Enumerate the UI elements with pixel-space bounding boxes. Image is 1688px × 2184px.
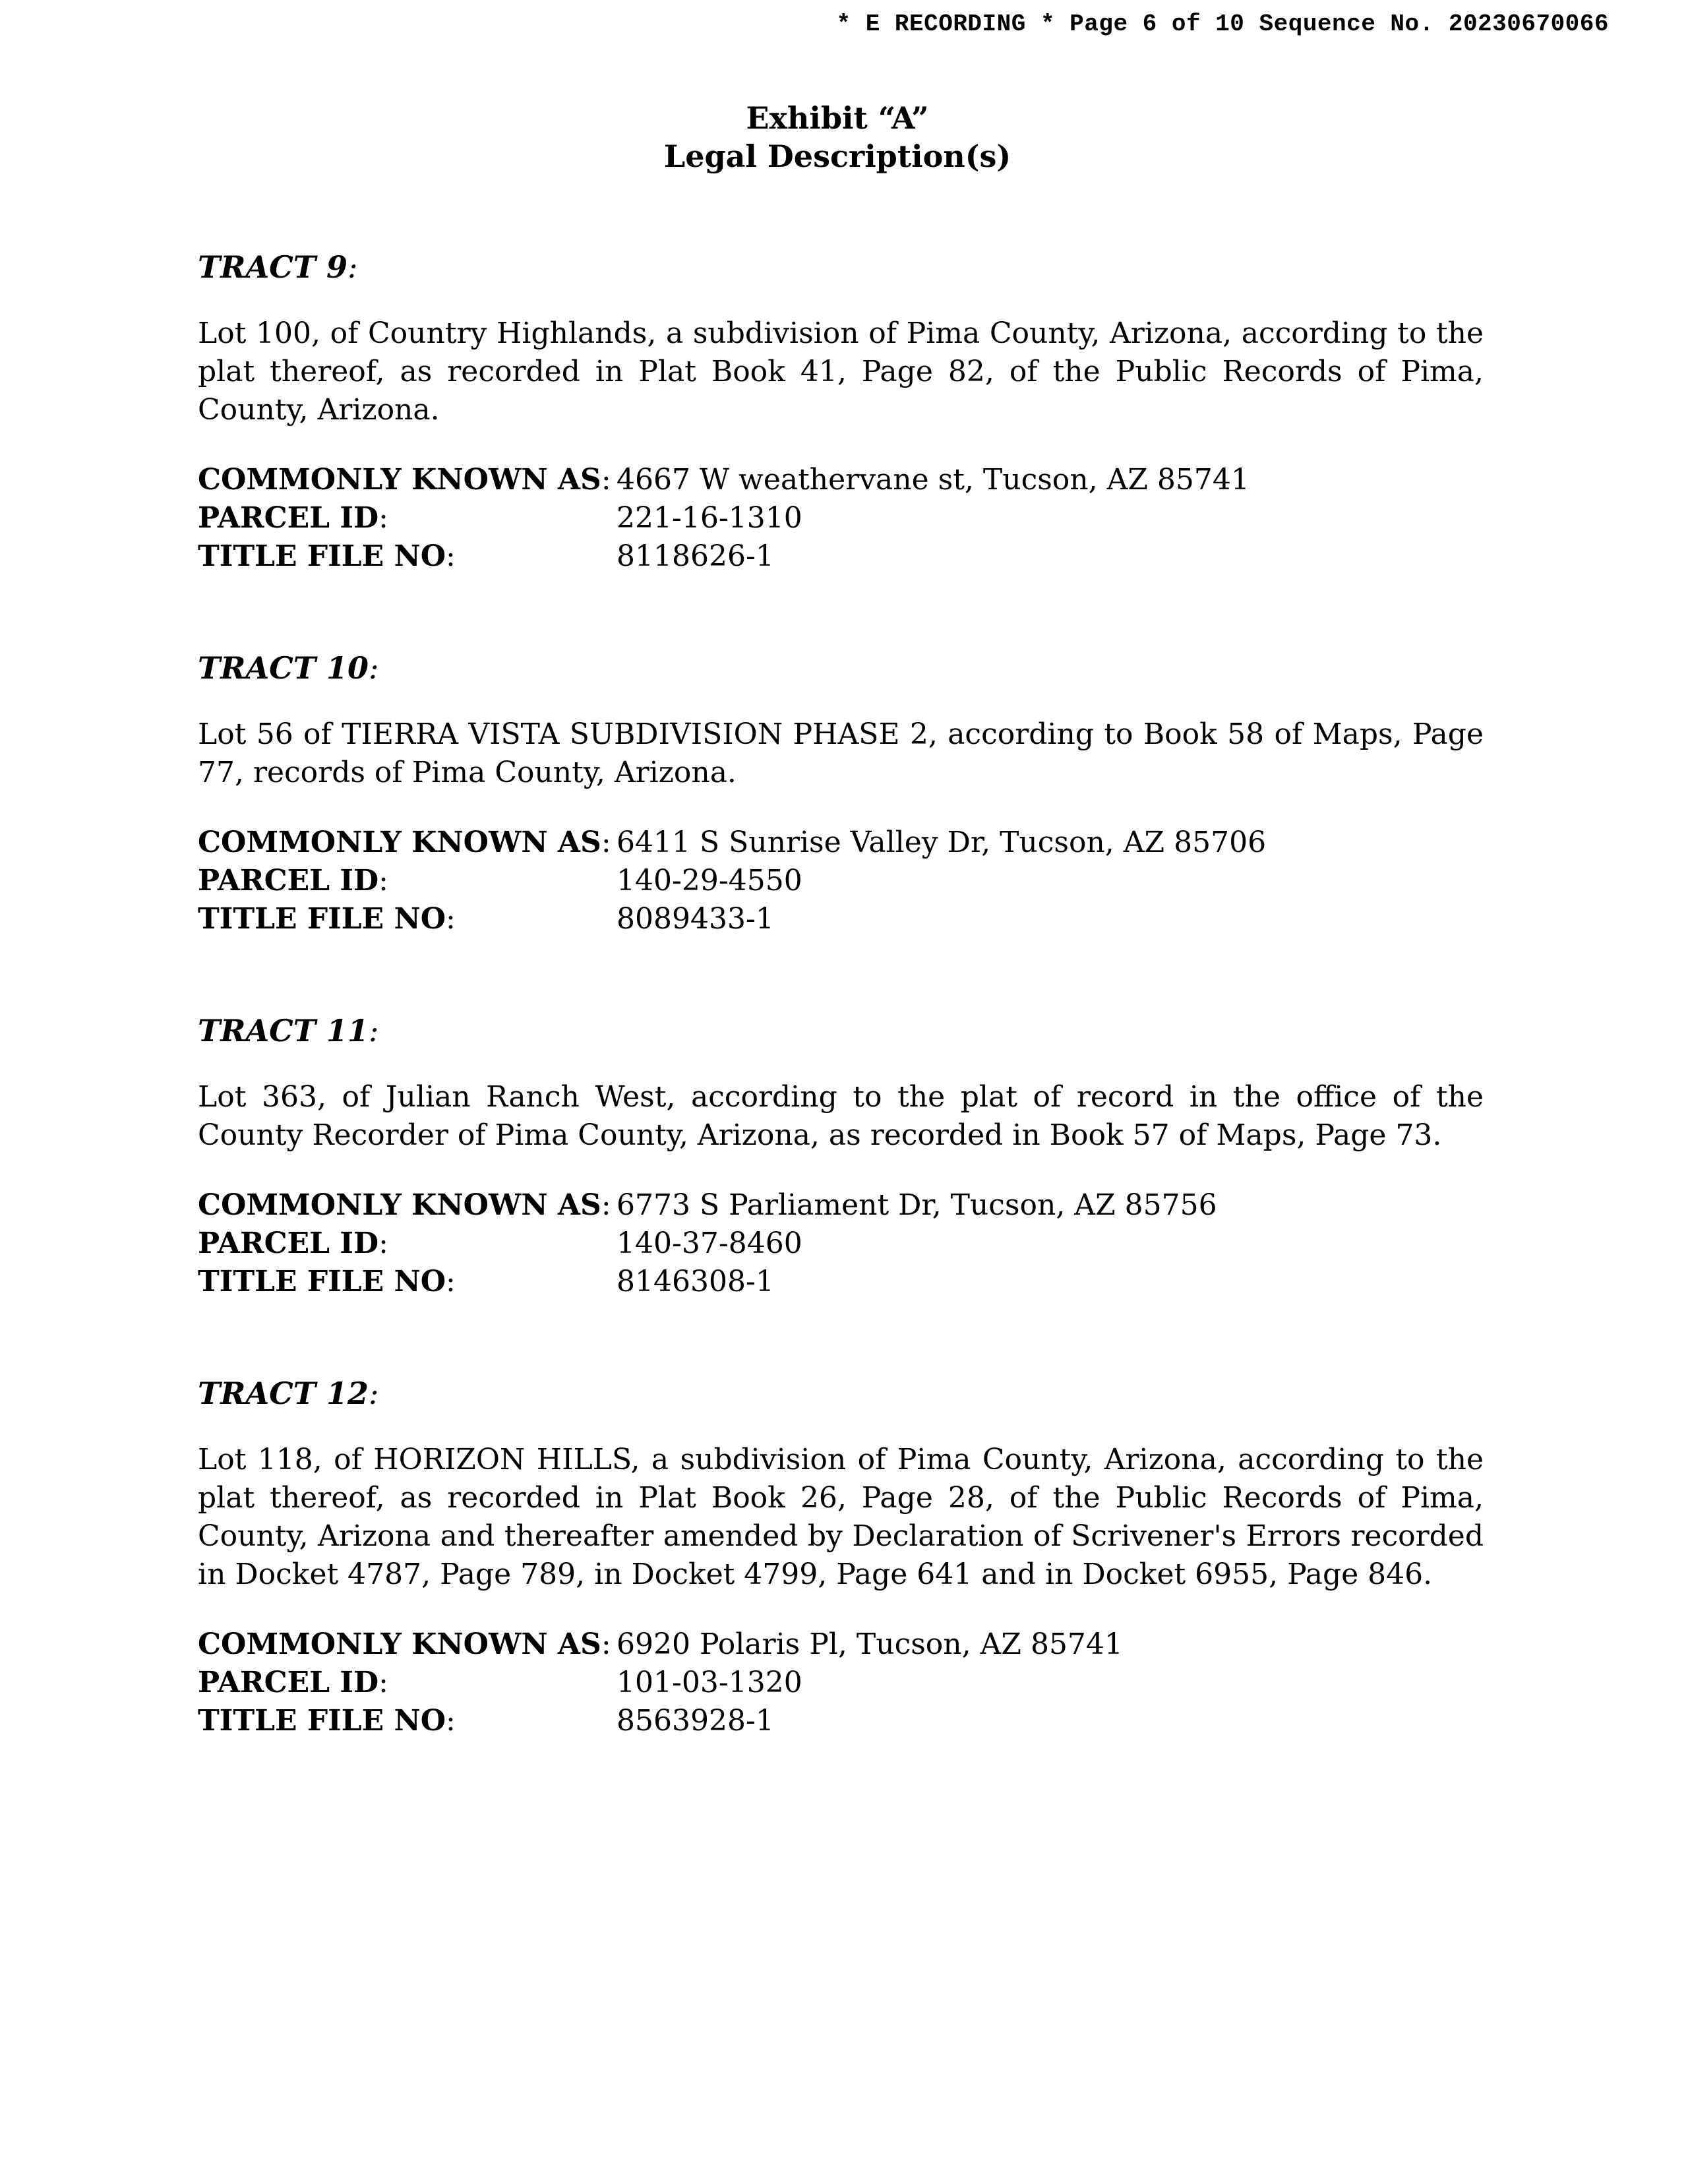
title-file-label: TITLE FILE NO: [198, 1704, 446, 1738]
commonly-known-as-value: 6773 S Parliament Dr, Tucson, AZ 85756: [617, 1188, 1217, 1222]
commonly-known-as-label: COMMONLY KNOWN AS: [198, 1627, 601, 1661]
tract-section: [198, 1374, 1484, 1740]
parcel-id-value: 140-37-8460: [617, 1227, 802, 1260]
legal-description: Lot 56 of TIERRA VISTA SUBDIVISION PHASE 2, according to Book 58 of Maps, Page 77, records of Pima County, Arizona.: [198, 717, 1484, 789]
parcel-id-label: PARCEL ID: [198, 864, 379, 897]
tract-heading: TRACT 11:: [198, 1013, 379, 1048]
title-file-row: TITLE FILE NO: 8146308-1: [198, 1263, 1484, 1301]
commonly-known-as-row: COMMONLY KNOWN AS: 6773 S Parliament Dr, Tucson, AZ 85756: [198, 1186, 1484, 1225]
title-file-row: TITLE FILE NO: 8089433-1: [198, 900, 1484, 938]
parcel-id-row: PARCEL ID: 101-03-1320: [198, 1664, 1484, 1702]
exhibit-title: Exhibit “A”: [746, 100, 929, 136]
title-file-value: 8118626-1: [617, 539, 774, 573]
tract-heading: TRACT 12:: [198, 1376, 379, 1411]
legal-description: Lot 363, of Julian Ranch West, according to the plat of record in the office of the County Recorder of Pima County, Arizona, as recorded in Book 57 of Maps, Page 73.: [198, 1080, 1484, 1152]
commonly-known-as-value: 4667 W weathervane st, Tucson, AZ 85741: [617, 463, 1250, 497]
title-file-value: 8563928-1: [617, 1704, 774, 1738]
tract-section: [198, 648, 1484, 938]
parcel-id-label: PARCEL ID: [198, 501, 379, 535]
title-file-row: TITLE FILE NO: 8118626-1: [198, 537, 1484, 576]
title-file-label: TITLE FILE NO: [198, 1265, 446, 1298]
document-body: [198, 247, 1484, 1813]
commonly-known-as-row: COMMONLY KNOWN AS: 6920 Polaris Pl, Tucson, AZ 85741: [198, 1625, 1484, 1664]
commonly-known-as-value: 6411 S Sunrise Valley Dr, Tucson, AZ 85706: [617, 826, 1267, 859]
title-file-label: TITLE FILE NO: [198, 902, 446, 936]
commonly-known-as-row: COMMONLY KNOWN AS: 6411 S Sunrise Valley Dr, Tucson, AZ 85706: [198, 824, 1484, 862]
legal-description: Lot 118, of HORIZON HILLS, a subdivision of Pima County, Arizona, according to the plat thereof, as recorded in Plat Book 26, Page 28, of the Public Records of Pima, County, Arizona and thereafter amended by Declaration of Scrivener's Errors recorded in Docket 4787, Page 789, in Docket 4799, Page 641 and in Docket 6955, Page 846.: [198, 1443, 1484, 1591]
tract-section: [198, 247, 1484, 576]
parcel-id-label: PARCEL ID: [198, 1666, 379, 1699]
parcel-id-row: PARCEL ID: 140-37-8460: [198, 1225, 1484, 1263]
parcel-id-value: 101-03-1320: [617, 1666, 802, 1699]
parcel-id-row: PARCEL ID: 140-29-4550: [198, 862, 1484, 900]
title-file-value: 8089433-1: [617, 902, 774, 936]
tract-heading: TRACT 9:: [198, 249, 358, 285]
commonly-known-as-label: COMMONLY KNOWN AS: [198, 1188, 601, 1222]
title-file-label: TITLE FILE NO: [198, 539, 446, 573]
exhibit-subtitle: Legal Description(s): [663, 138, 1011, 174]
tract-heading: TRACT 10:: [198, 650, 379, 686]
title-file-value: 8146308-1: [617, 1265, 774, 1298]
title-file-row: TITLE FILE NO: 8563928-1: [198, 1702, 1484, 1740]
parcel-id-label: PARCEL ID: [198, 1227, 379, 1260]
parcel-id-value: 140-29-4550: [617, 864, 802, 897]
commonly-known-as-row: COMMONLY KNOWN AS: 4667 W weathervane st, Tucson, AZ 85741: [198, 461, 1484, 499]
exhibit-title-block: [0, 99, 1675, 175]
recording-header: * E RECORDING * Page 6 of 10 Sequence No. 20230670066: [836, 11, 1609, 38]
commonly-known-as-label: COMMONLY KNOWN AS: [198, 826, 601, 859]
legal-description: Lot 100, of Country Highlands, a subdivision of Pima County, Arizona, according to the plat thereof, as recorded in Plat Book 41, Page 82, of the Public Records of Pima, County, Arizona.: [198, 317, 1484, 427]
parcel-id-value: 221-16-1310: [617, 501, 802, 535]
tract-section: [198, 1011, 1484, 1301]
commonly-known-as-label: COMMONLY KNOWN AS: [198, 463, 601, 497]
parcel-id-row: PARCEL ID: 221-16-1310: [198, 499, 1484, 537]
commonly-known-as-value: 6920 Polaris Pl, Tucson, AZ 85741: [617, 1627, 1123, 1661]
